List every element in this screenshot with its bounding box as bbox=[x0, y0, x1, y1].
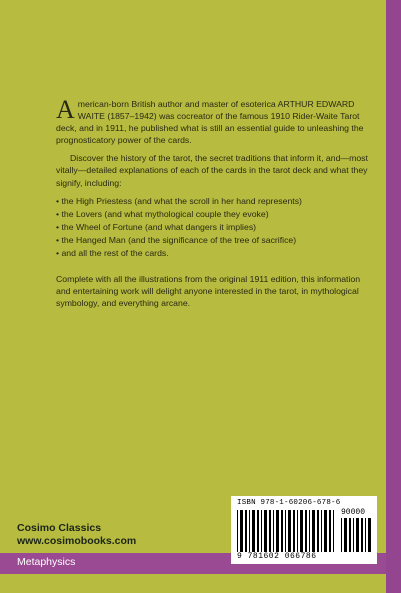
barcode-bar bbox=[305, 510, 307, 552]
barcode-bar bbox=[309, 510, 310, 552]
barcode-bar bbox=[300, 510, 303, 552]
publisher-name: Cosimo Classics bbox=[17, 522, 102, 534]
barcode-bar bbox=[344, 518, 347, 552]
barcode-bar bbox=[329, 510, 331, 552]
barcode-bar bbox=[285, 510, 286, 552]
barcode-bar bbox=[321, 510, 322, 552]
spine-edge bbox=[386, 0, 401, 593]
publisher-url: www.cosimobooks.com bbox=[17, 535, 137, 547]
blurb-paragraph-1-text: merican-born British author and master of esoterica ARTHUR EDWARD WAITE (1857–1942) was cocreator of the famous 1910 Rider-Waite Tarot deck, and in 1911, he published what is still an essential guide to unleashing the prognosticatory power of the cards. bbox=[56, 99, 364, 146]
barcode-bar bbox=[288, 510, 291, 552]
addon-bars bbox=[341, 518, 373, 552]
barcode bbox=[231, 496, 377, 564]
list-item: • the Lovers (and what mythological couple they evoke) bbox=[56, 208, 269, 219]
barcode-bar bbox=[240, 510, 243, 552]
barcode-bar bbox=[297, 510, 298, 552]
barcode-bar bbox=[261, 510, 262, 552]
barcode-bar bbox=[312, 510, 315, 552]
ean-number: 9 781602 066786 bbox=[237, 552, 317, 561]
barcode-bar bbox=[324, 510, 327, 552]
list-item: • the High Priestess (and what the scroll in her hand represents) bbox=[56, 195, 302, 206]
barcode-bar bbox=[264, 510, 267, 552]
barcode-bar bbox=[317, 510, 319, 552]
barcode-bar bbox=[341, 518, 342, 552]
barcode-bar bbox=[252, 510, 255, 552]
barcode-bar bbox=[273, 510, 274, 552]
list-item: • the Hanged Man (and the significance of the tree of sacrifice) bbox=[56, 234, 297, 245]
barcode-bars bbox=[237, 510, 337, 552]
blurb-paragraph-3: Complete with all the illustrations from the original 1911 edition, this information and entertaining work will delight anyone interested in the tarot, in mythological symbology, and everything arcane. bbox=[56, 274, 361, 309]
barcode-bar bbox=[361, 518, 363, 552]
barcode-bar bbox=[276, 510, 279, 552]
list-item: • and all the rest of the cards. bbox=[56, 248, 169, 259]
barcode-bar bbox=[353, 518, 354, 552]
card-list bbox=[56, 195, 368, 259]
isbn-text: ISBN 978-1-60206-678-6 bbox=[237, 499, 341, 507]
barcode-bar bbox=[281, 510, 283, 552]
barcode-bar bbox=[237, 510, 238, 552]
barcode-bar bbox=[356, 518, 359, 552]
barcode-bar bbox=[249, 510, 250, 552]
list-item: • the Wheel of Fortune (and what dangers it implies) bbox=[56, 221, 257, 232]
drop-cap: A bbox=[56, 95, 75, 124]
barcode-bar bbox=[365, 518, 366, 552]
barcode-bar bbox=[333, 510, 334, 552]
barcode-bar bbox=[368, 518, 371, 552]
blurb-paragraph-2: Discover the history of the tarot, the secret traditions that inform it, and—most vitally—detailed explanations of each of the cards in the tarot deck and what they signify, including: bbox=[56, 153, 368, 188]
barcode-bar bbox=[349, 518, 351, 552]
addon-number: 90000 bbox=[341, 508, 366, 517]
blurb-paragraph-1 bbox=[56, 95, 368, 146]
barcode-bar bbox=[245, 510, 247, 552]
publisher-block bbox=[17, 522, 136, 548]
blurb bbox=[56, 95, 368, 315]
category-label: Metaphysics bbox=[17, 556, 76, 568]
barcode-bar bbox=[257, 510, 259, 552]
barcode-bar bbox=[269, 510, 271, 552]
barcode-bar bbox=[293, 510, 295, 552]
